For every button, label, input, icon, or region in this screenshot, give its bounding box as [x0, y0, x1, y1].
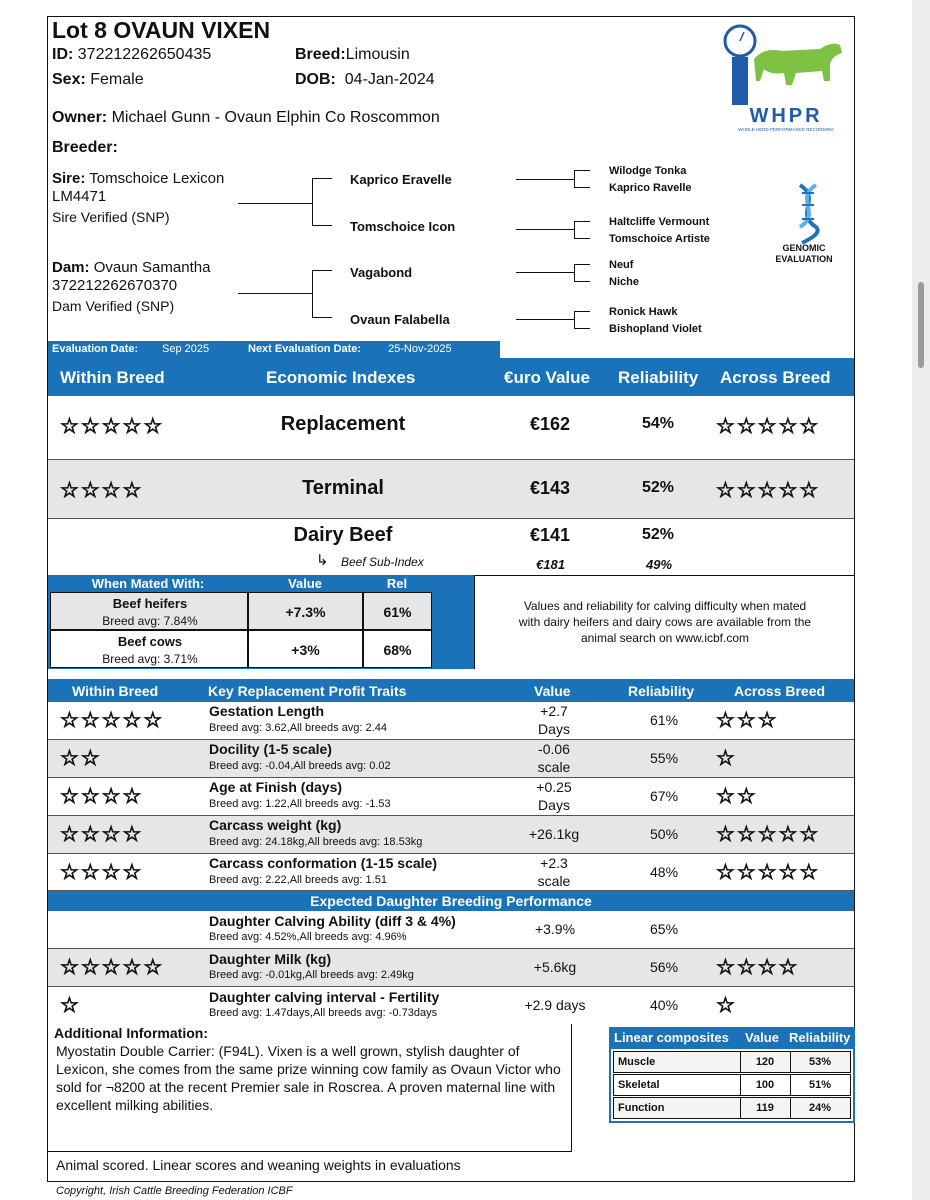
daughter-rel: 56% — [650, 959, 679, 975]
trait-across-stars — [716, 710, 778, 732]
traits-h-name: Key Replacement Profit Traits — [208, 683, 407, 699]
star-icon: ☆ — [757, 861, 779, 884]
trait-across-stars — [716, 786, 758, 808]
linear-value: 100 — [755, 1079, 775, 1091]
gen3-2: Haltcliffe Vermount — [609, 216, 710, 228]
eval-date-label: Evaluation Date: — [52, 343, 139, 355]
sub-index-value: €181 — [536, 557, 565, 572]
trait-unit: scale — [537, 759, 571, 775]
trait-avg: Breed avg: 1.22,All breeds avg: -1.53 — [209, 798, 391, 810]
star-icon: ☆ — [736, 415, 758, 438]
star-icon: ☆ — [716, 479, 737, 502]
star-icon: ☆ — [80, 861, 102, 884]
star-icon: ☆ — [122, 785, 144, 808]
daughter-value: +5.6kg — [533, 959, 577, 975]
trait-row — [48, 702, 854, 740]
linear-value: 120 — [755, 1056, 775, 1068]
dam-label: Dam: — [52, 259, 90, 276]
id-label: ID: — [52, 46, 74, 63]
gen3-4: Neuf — [609, 259, 634, 271]
econ-h-index: Economic Indexes — [266, 368, 416, 387]
econ-row-replacement — [48, 396, 854, 460]
mated-row-avg: Breed avg: 3.71% — [102, 652, 198, 666]
trait-within-stars — [60, 748, 102, 770]
id-value: 372212262650435 — [77, 46, 212, 63]
linear-name: Skeletal — [618, 1079, 660, 1091]
star-icon: ☆ — [101, 823, 123, 846]
linear-name: Function — [618, 1102, 665, 1114]
star-icon: ☆ — [80, 823, 102, 846]
trait-row — [48, 816, 854, 854]
daughter-rel: 40% — [650, 997, 679, 1013]
econ-rel: 52% — [642, 526, 675, 543]
star-icon: ☆ — [778, 415, 800, 438]
sire-label: Sire: — [52, 170, 86, 187]
daughter-value: +3.9% — [534, 921, 576, 937]
star-icon: ☆ — [778, 956, 800, 979]
gen3-3: Tomschoice Artiste — [609, 233, 710, 245]
mated-row-rel: 61% — [383, 604, 412, 620]
sex-value: Female — [90, 71, 144, 88]
star-icon: ☆ — [60, 415, 81, 438]
econ-across-stars — [716, 480, 820, 502]
star-icon: ☆ — [736, 785, 758, 808]
star-icon: ☆ — [736, 823, 758, 846]
sex-label: Sex: — [52, 71, 86, 88]
whpr-subtext: WHOLE HERD PERFORMANCE RECORDING — [738, 127, 834, 132]
linear-row — [613, 1051, 851, 1073]
star-icon: ☆ — [778, 823, 800, 846]
trait-rel: 55% — [650, 750, 679, 766]
daughter-value: +2.9 days — [524, 997, 586, 1013]
econ-rel: 52% — [642, 479, 675, 496]
star-icon: ☆ — [736, 956, 758, 979]
econ-within-stars — [60, 480, 143, 502]
dam-verified: Dam Verified (SNP) — [52, 298, 175, 314]
trait-value: +26.1kg — [528, 826, 580, 842]
star-icon: ☆ — [122, 956, 144, 979]
star-icon: ☆ — [80, 747, 102, 770]
star-icon: ☆ — [80, 415, 102, 438]
gen3-6: Ronick Hawk — [609, 306, 678, 318]
star-icon: ☆ — [736, 709, 758, 732]
linear-row — [613, 1074, 851, 1096]
star-icon: ☆ — [716, 956, 737, 979]
trait-unit: Days — [538, 797, 570, 813]
trait-row — [48, 778, 854, 816]
daughter-avg: Breed avg: 1.47days,All breeds avg: -0.73days — [209, 1007, 438, 1019]
additional-label: Additional Information: — [54, 1025, 208, 1041]
additional-text: Myostatin Double Carrier: (F94L). Vixen is a well grown, stylish daughter of Lexicon, she comes from the same prize winning cow family as Ovaun Victor who sold for ¬8200 at the recent Premier sale in Roscrea. A proven maternal line with excellent milking abilities. — [56, 1043, 561, 1113]
mated-note: Values and reliability for calving difficulty when mated with dairy heifers and dairy cows are available from the animal search on www.icbf.com — [518, 599, 812, 645]
econ-value: €162 — [530, 414, 571, 434]
star-icon: ☆ — [60, 956, 81, 979]
econ-name: Dairy Beef — [293, 524, 393, 546]
genomic-label-1: GENOMIC — [782, 243, 826, 253]
whpr-logo — [720, 19, 848, 137]
dob-label: DOB: — [295, 71, 336, 88]
economic-header — [48, 358, 854, 396]
econ-h-across: Across Breed — [720, 368, 831, 387]
trait-row — [48, 854, 854, 891]
gen3-0: Wilodge Tonka — [609, 165, 687, 177]
daughter-within-stars — [60, 957, 164, 979]
linear-value: 119 — [756, 1102, 774, 1114]
lot-title: Lot 8 OVAUN VIXEN — [52, 17, 271, 43]
gen3-5: Niche — [609, 276, 639, 288]
trait-row — [48, 740, 854, 778]
star-icon: ☆ — [716, 785, 737, 808]
star-icon: ☆ — [799, 823, 821, 846]
star-icon: ☆ — [80, 956, 102, 979]
star-icon: ☆ — [143, 956, 165, 979]
sire-verified: Sire Verified (SNP) — [52, 209, 170, 225]
star-icon: ☆ — [80, 479, 102, 502]
gen2-2: Vagabond — [350, 265, 413, 280]
econ-value: €143 — [530, 478, 571, 498]
daughter-avg: Breed avg: -0.01kg,All breeds avg: 2.49kg — [209, 969, 414, 981]
linear-h-1: Value — [745, 1030, 779, 1045]
econ-rel: 54% — [642, 415, 675, 432]
daughter-across-stars — [716, 957, 799, 979]
mated-h-1: Value — [288, 576, 322, 591]
trait-avg: Breed avg: 2.22,All breeds avg: 1.51 — [209, 874, 387, 886]
trait-rel: 61% — [650, 712, 679, 728]
trait-rel: 50% — [650, 826, 679, 842]
trait-within-stars — [60, 824, 143, 846]
sire-code: LM4471 — [52, 188, 107, 205]
econ-h-within: Within Breed — [60, 368, 165, 387]
star-icon: ☆ — [736, 861, 758, 884]
eval-date-value: Sep 2025 — [162, 343, 210, 355]
mated-row-avg: Breed avg: 7.84% — [102, 614, 198, 628]
linear-row — [613, 1097, 851, 1119]
animal-card — [47, 16, 855, 1182]
mated-row-name: Beef heifers — [112, 596, 188, 611]
genomic-label-2: EVALUATION — [775, 254, 833, 264]
trait-within-stars — [60, 710, 164, 732]
star-icon: ☆ — [143, 709, 165, 732]
daughter-row — [48, 987, 854, 1024]
star-icon: ☆ — [736, 479, 758, 502]
star-icon: ☆ — [60, 709, 81, 732]
star-icon: ☆ — [101, 479, 123, 502]
trait-across-stars — [716, 862, 820, 884]
daughter-row — [48, 949, 854, 987]
gen2-1: Tomschoice Icon — [350, 219, 456, 234]
star-icon: ☆ — [799, 479, 821, 502]
trait-rel: 48% — [650, 864, 679, 880]
star-icon: ☆ — [716, 415, 737, 438]
traits-h-rel: Reliability — [628, 683, 695, 699]
mated-h-2: Rel — [386, 576, 408, 591]
star-icon: ☆ — [143, 415, 165, 438]
breed-label: Breed: — [295, 46, 346, 63]
star-icon: ☆ — [101, 709, 123, 732]
trait-within-stars — [60, 786, 143, 808]
sub-index-name: Beef Sub-Index — [341, 555, 424, 569]
star-icon: ☆ — [716, 709, 737, 732]
daughter-name: Daughter calving interval - Fertility — [209, 989, 440, 1005]
star-icon: ☆ — [716, 747, 737, 770]
econ-value: €141 — [530, 525, 571, 545]
star-icon: ☆ — [799, 415, 821, 438]
trait-name: Carcass weight (kg) — [209, 817, 342, 833]
dna-icon — [788, 183, 828, 245]
trait-name: Gestation Length — [209, 703, 325, 719]
trait-avg: Breed avg: 3.62,All breeds avg: 2.44 — [209, 722, 387, 734]
gen2-3: Ovaun Falabella — [350, 312, 450, 327]
linear-table — [609, 1027, 855, 1123]
daughter-name: Daughter Calving Ability (diff 3 & 4%) — [209, 913, 456, 929]
additional-box — [48, 1024, 572, 1152]
trait-unit: Days — [538, 721, 570, 737]
daughter-avg: Breed avg: 4.52%,All breeds avg: 4.96% — [209, 931, 407, 943]
econ-across-stars — [716, 416, 820, 438]
daughter-rel: 65% — [650, 921, 679, 937]
star-icon: ☆ — [80, 709, 102, 732]
dam-name: Ovaun Samantha — [93, 259, 211, 276]
star-icon: ☆ — [122, 709, 144, 732]
mated-row-rel: 68% — [383, 642, 412, 658]
whpr-text: WHPR — [749, 105, 823, 127]
star-icon: ☆ — [60, 823, 81, 846]
trait-across-stars — [716, 748, 737, 770]
trait-across-stars — [716, 824, 820, 846]
linear-name: Muscle — [618, 1056, 656, 1068]
econ-row-terminal — [48, 460, 854, 519]
owner-value: Michael Gunn - Ovaun Elphin Co Roscommon — [111, 109, 440, 126]
breed-value: Limousin — [345, 46, 410, 63]
star-icon: ☆ — [60, 785, 81, 808]
mated-table — [48, 575, 474, 669]
trait-name: Carcass conformation (1-15 scale) — [209, 855, 437, 871]
econ-h-value: €uro Value — [504, 368, 590, 387]
footer-note: Animal scored. Linear scores and weaning weights in evaluations — [56, 1157, 461, 1173]
trait-avg: Breed avg: 24.18kg,All breeds avg: 18.53kg — [209, 836, 423, 848]
trait-unit: scale — [537, 873, 571, 889]
mated-note-box — [474, 575, 854, 669]
star-icon: ☆ — [60, 994, 81, 1017]
star-icon: ☆ — [778, 861, 800, 884]
mated-row-value: +3% — [291, 642, 320, 658]
trait-value: +2.7 — [540, 703, 568, 719]
copyright: Copyright, Irish Cattle Breeding Federation ICBF — [56, 1185, 293, 1197]
scrollbar[interactable] — [918, 282, 924, 368]
breeder-label: Breeder: — [52, 139, 118, 156]
trait-value: -0.06 — [538, 741, 570, 757]
star-icon: ☆ — [122, 415, 144, 438]
star-icon: ☆ — [122, 861, 144, 884]
star-icon: ☆ — [757, 956, 779, 979]
mated-row-name: Beef cows — [117, 634, 183, 649]
star-icon: ☆ — [757, 415, 779, 438]
dam-code: 372212262670370 — [52, 277, 178, 294]
sire-name: Tomschoice Lexicon — [89, 170, 225, 187]
linear-h-0: Linear composites — [614, 1030, 729, 1045]
traits-h-across: Across Breed — [734, 683, 826, 699]
daughter-name: Daughter Milk (kg) — [209, 951, 332, 967]
sub-index-rel: 49% — [646, 557, 673, 572]
owner-label: Owner: — [52, 109, 108, 126]
trait-rel: 67% — [650, 788, 679, 804]
gen2-0: Kaprico Eravelle — [350, 172, 452, 187]
star-icon: ☆ — [757, 709, 779, 732]
star-icon: ☆ — [101, 415, 123, 438]
linear-rel: 24% — [808, 1102, 832, 1114]
econ-row-dairy-beef — [48, 519, 854, 575]
traits-h-value: Value — [534, 683, 571, 699]
evaluation-bar — [48, 341, 500, 358]
trait-name: Age at Finish (days) — [209, 779, 343, 795]
star-icon: ☆ — [716, 823, 737, 846]
traits-h-within: Within Breed — [72, 683, 159, 699]
econ-within-stars — [60, 416, 164, 438]
next-eval-value: 25-Nov-2025 — [388, 343, 452, 355]
gen3-7: Bishopland Violet — [609, 323, 702, 335]
star-icon: ☆ — [716, 994, 737, 1017]
star-icon: ☆ — [60, 861, 81, 884]
daughter-within-stars — [60, 995, 81, 1017]
trait-value: +0.25 — [536, 779, 572, 795]
mated-row-value: +7.3% — [285, 604, 326, 620]
sub-index-arrow: ↳ — [316, 552, 329, 569]
traits-header — [48, 679, 854, 702]
econ-name: Replacement — [280, 413, 406, 435]
trait-name: Docility (1-5 scale) — [209, 741, 332, 757]
mated-h-0: When Mated With: — [91, 576, 205, 591]
daughter-across-stars — [716, 995, 737, 1017]
star-icon: ☆ — [799, 861, 821, 884]
star-icon: ☆ — [60, 747, 81, 770]
star-icon: ☆ — [757, 823, 779, 846]
star-icon: ☆ — [101, 956, 123, 979]
trait-value: +2.3 — [540, 855, 568, 871]
linear-rel: 53% — [808, 1056, 832, 1068]
daughter-row — [48, 911, 854, 949]
linear-h-2: Reliability — [789, 1030, 851, 1045]
econ-name: Terminal — [302, 477, 384, 499]
linear-rel: 51% — [808, 1079, 832, 1091]
gen3-1: Kaprico Ravelle — [609, 182, 692, 194]
daughter-header: Expected Daughter Breeding Performance — [48, 891, 854, 911]
next-eval-label: Next Evaluation Date: — [248, 343, 362, 355]
star-icon: ☆ — [716, 861, 737, 884]
star-icon: ☆ — [101, 861, 123, 884]
econ-h-rel: Reliability — [618, 368, 699, 387]
star-icon: ☆ — [122, 823, 144, 846]
star-icon: ☆ — [60, 479, 81, 502]
star-icon: ☆ — [122, 479, 144, 502]
star-icon: ☆ — [101, 785, 123, 808]
star-icon: ☆ — [80, 785, 102, 808]
trait-avg: Breed avg: -0.04,All breeds avg: 0.02 — [209, 760, 391, 772]
star-icon: ☆ — [778, 479, 800, 502]
star-icon: ☆ — [757, 479, 779, 502]
dob-value: 04-Jan-2024 — [344, 71, 435, 88]
trait-within-stars — [60, 862, 143, 884]
